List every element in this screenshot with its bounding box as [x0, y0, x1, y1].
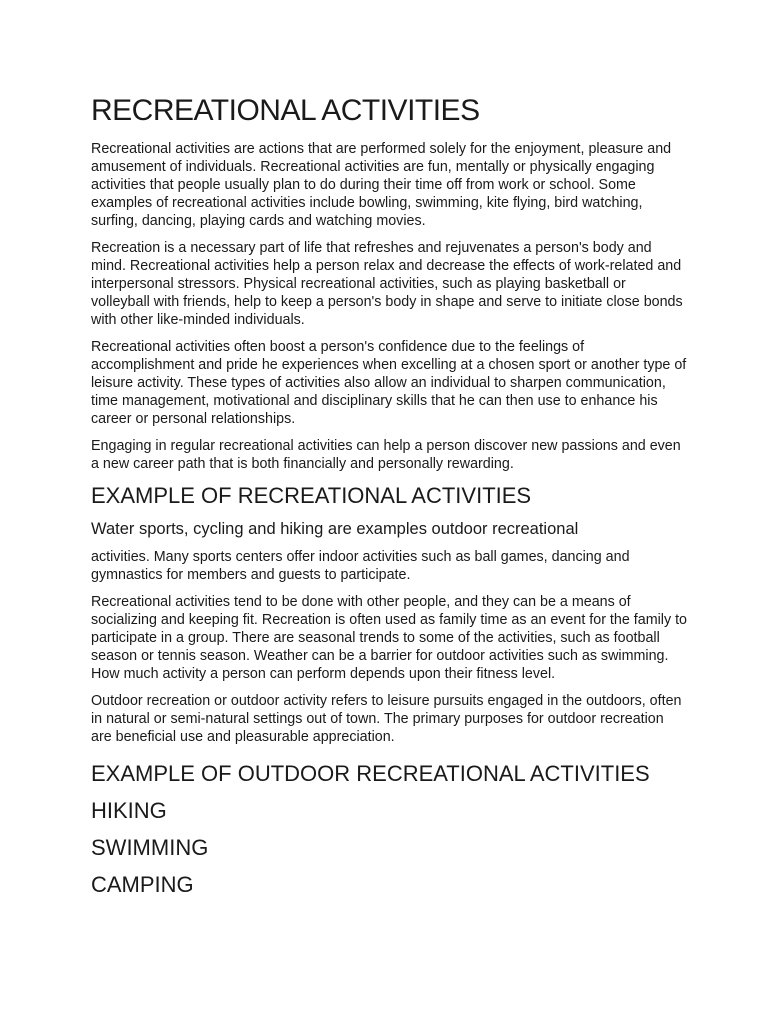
intro-paragraph-4: Engaging in regular recreational activities can help a person discover new passions and even a new career path that is both financially and personally rewarding. — [91, 438, 681, 472]
list-item-hiking: HIKING — [91, 798, 167, 823]
intro-paragraph-3: Recreational activities often boost a person's confidence due to the feelings of accomplishment and pride he experiences when excelling at a chosen sport or another type of leisure activity. These types of activities also allow an individual to sharpen communication, time management, motivational and disciplinary skills that he can then use to enhance his career or personal relationships. — [91, 339, 687, 427]
list-item-swimming: SWIMMING — [91, 835, 209, 860]
outdoor-heading: EXAMPLE OF OUTDOOR RECREATIONAL ACTIVITIES — [91, 761, 650, 786]
examples-lead: Water sports, cycling and hiking are examples outdoor recreational — [91, 520, 579, 538]
examples-heading: EXAMPLE OF RECREATIONAL ACTIVITIES — [91, 483, 532, 508]
examples-paragraph-2: Recreational activities tend to be done with other people, and they can be a means of socializing and keeping fit. Recreation is often used as family time as an event for the family to participate in a group. There are seasonal trends to some of the activities, such as football season or tennis season. Weather can be a barrier for outdoor activities such as swimming. How much activity a person can perform depends upon their fitness level. — [91, 594, 688, 682]
intro-paragraph-2: Recreation is a necessary part of life that refreshes and rejuvenates a person's body and mind. Recreational activities help a person relax and decrease the effects of work-related and interpersonal stressors. Physical recreational activities, such as playing basketball or volleyball with friends, help to keep a person's body in shape and serve to initiate close bonds with other like-minded individuals. — [91, 240, 683, 328]
list-item-camping: CAMPING — [91, 872, 194, 897]
examples-paragraph-1: activities. Many sports centers offer indoor activities such as ball games, dancing and gymnastics for members and guests to participate. — [91, 549, 630, 583]
intro-paragraph-1: Recreational activities are actions that are performed solely for the enjoyment, pleasure and amusement of individuals. Recreational activities are fun, mentally or physically engaging activities that people usually plan to do during their time off from work or school. Some examples of recreational activities include bowling, swimming, kite flying, bird watching, surfing, dancing, playing cards and watching movies. — [91, 141, 672, 229]
examples-paragraph-3: Outdoor recreation or outdoor activity refers to leisure pursuits engaged in the outdoors, often in natural or semi-natural settings out of town. The primary purposes for outdoor recreation are beneficial use and pleasurable appreciation. — [91, 693, 682, 745]
document-page — [91, 92, 687, 903]
document-title: RECREATIONAL ACTIVITIES — [91, 94, 480, 127]
